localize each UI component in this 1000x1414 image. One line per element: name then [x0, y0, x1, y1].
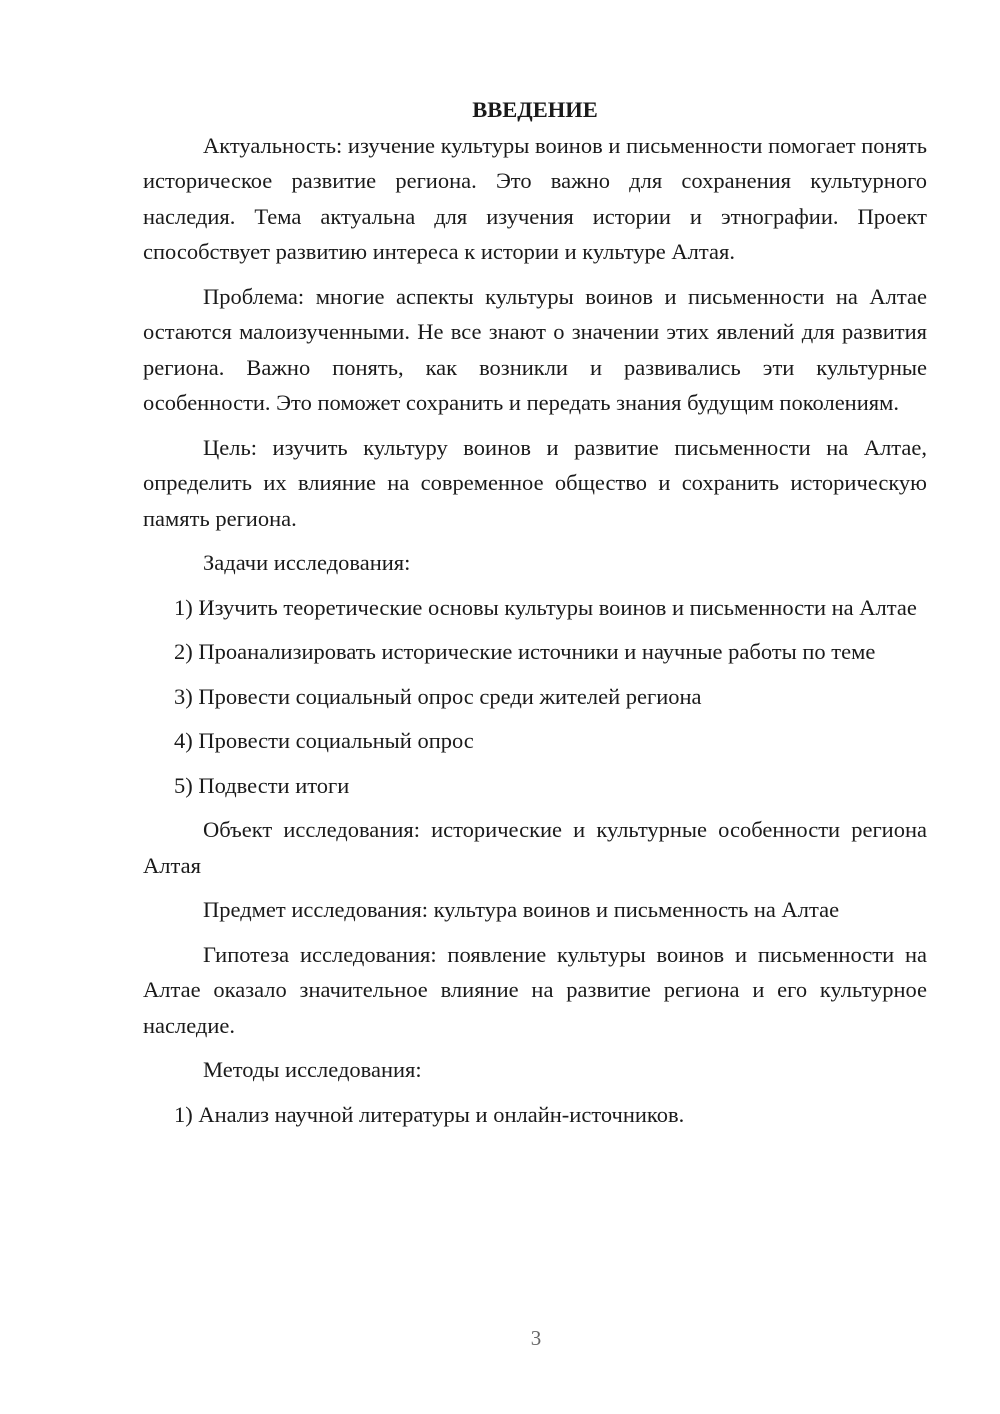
hypothesis-paragraph: Гипотеза исследования: появление культуры воинов и письменности на Алтае оказало значительное влияние на развитие региона и его культурное наследие. — [143, 941, 927, 1038]
page-number: 3 — [530, 1326, 542, 1350]
section-title: ВВЕДЕНИЕ — [472, 97, 598, 122]
methods-heading: Методы исследования: — [203, 1057, 422, 1082]
task-item-5: 5) Подвести итоги — [174, 772, 350, 798]
task-item-1: 1) Изучить теоретические основы культуры воинов и письменности на Алтае — [174, 594, 917, 620]
task-item-3: 3) Провести социальный опрос среди жителей региона — [174, 683, 702, 709]
problem-paragraph: Проблема: многие аспекты культуры воинов и письменности на Алтае остаются малоизученными. Не все знают о значении этих явлений для развития региона. Важно понять, как возникли и развивались эти культурные особенности. Это поможет сохранить и передать знания будущим поколениям. — [143, 283, 927, 415]
document-body — [143, 92, 927, 1141]
task-item-4: 4) Провести социальный опрос — [174, 728, 474, 753]
task-item-2: 2) Проанализировать исторические источники и научные работы по теме — [174, 639, 876, 664]
object-paragraph: Объект исследования: исторические и культурные особенности региона Алтая — [143, 817, 927, 878]
tasks-heading: Задачи исследования: — [203, 550, 411, 575]
goal-paragraph: Цель: изучить культуру воинов и развитие письменности на Алтае, определить их влияние на современное общество и сохранить историческую память региона. — [143, 434, 927, 531]
relevance-paragraph: Актуальность: изучение культуры воинов и письменности помогает понять историческое развитие региона. Это важно для сохранения культурного наследия. Тема актуальна для изучения истории и этнографии. Проект способствует развитию интереса к истории и культуре Алтая. — [143, 132, 927, 264]
subject-paragraph: Предмет исследования: культура воинов и письменность на Алтае — [203, 897, 840, 922]
method-item-1: 1) Анализ научной литературы и онлайн-источников. — [174, 1101, 685, 1127]
